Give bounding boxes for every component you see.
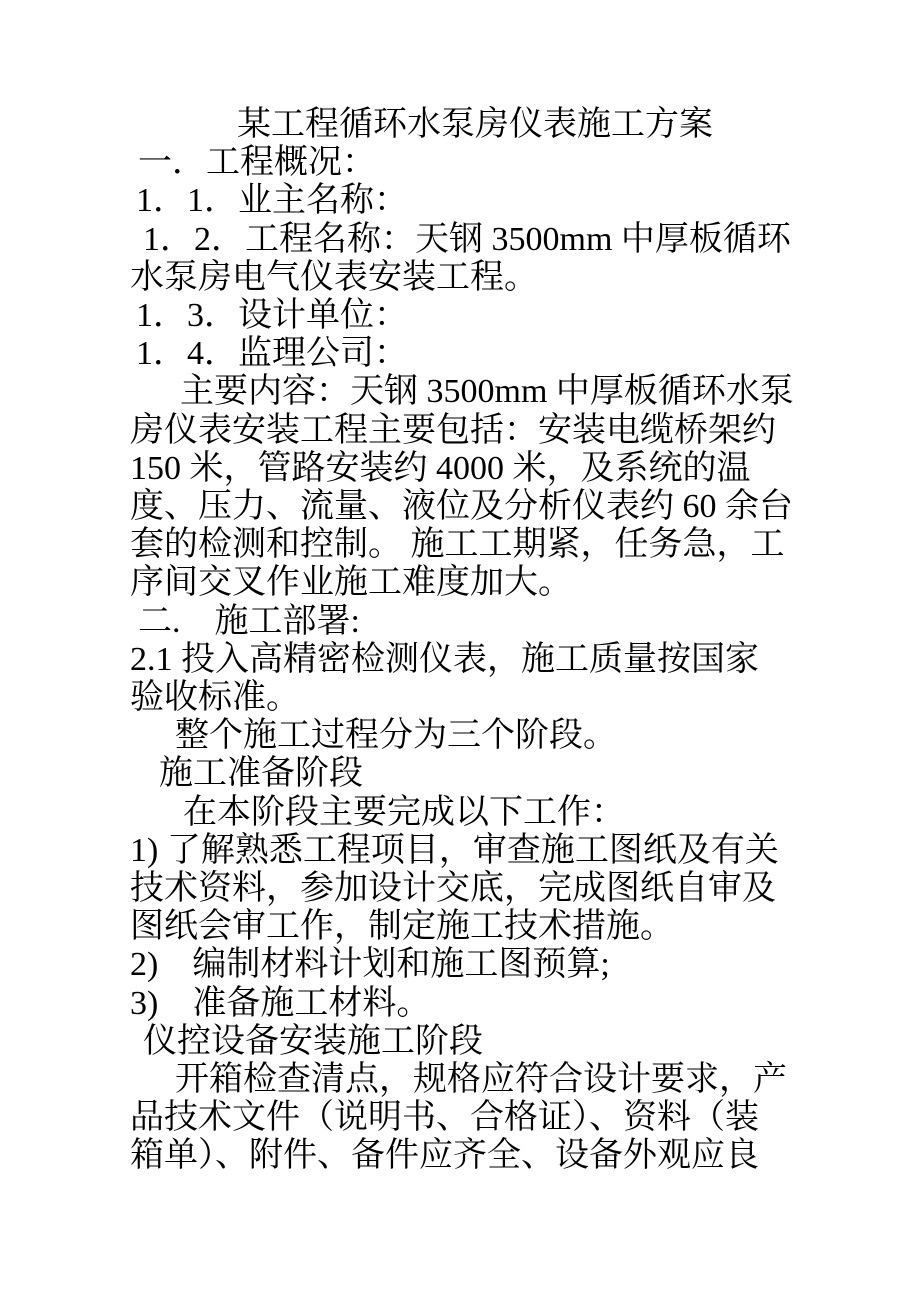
text-line: 开箱检查清点，规格应符合设计要求，产 bbox=[175, 1061, 787, 1099]
text-line: 二. 施工部署: bbox=[138, 602, 360, 640]
text-line: 技术资料，参加设计交底，完成图纸自审及 bbox=[130, 870, 776, 908]
text-line: 整个施工过程分为三个阶段。 bbox=[175, 717, 617, 755]
text-line: 2.1 投入高精密检测仪表，施工质量按国家 bbox=[130, 640, 759, 678]
text-line: 验收标准。 bbox=[130, 679, 300, 717]
text-line: 施工准备阶段 bbox=[159, 755, 363, 793]
text-line: 3) 准备施工材料。 bbox=[130, 984, 431, 1022]
text-line: 主要内容：天钢 3500mm 中厚板循环水泵 bbox=[180, 373, 794, 411]
text-line: 150 米，管路安装约 4000 米，及系统的温 bbox=[130, 449, 751, 487]
text-line: 1．2．工程名称：天钢 3500mm 中厚板循环 bbox=[143, 220, 791, 258]
text-line: 箱单）、附件、备件应齐全、设备外观应良 bbox=[130, 1137, 759, 1175]
document-title: 某工程循环水泵房仪表施工方案 bbox=[237, 106, 713, 143]
document-body bbox=[130, 106, 820, 1176]
text-line: 一．工程概况： bbox=[138, 144, 376, 182]
text-line: 1．3．设计单位： bbox=[136, 297, 408, 335]
text-line: 序间交叉作业施工难度加大。 bbox=[130, 564, 572, 602]
text-line: 2) 编制材料计划和施工图预算; bbox=[130, 946, 610, 984]
text-line: 套的检测和控制。 施工工期紧，任务急，工 bbox=[130, 526, 785, 564]
text-line: 1．1．业主名称： bbox=[136, 182, 408, 220]
text-line: 仪控设备安装施工阶段 bbox=[143, 1022, 483, 1060]
text-line: 品技术文件（说明书、合格证）、资料（装 bbox=[130, 1099, 759, 1137]
text-line: 1) 了解熟悉工程项目，审查施工图纸及有关 bbox=[130, 831, 779, 869]
text-line: 图纸会审工作，制定施工技术措施。 bbox=[130, 908, 674, 946]
text-line: 1．4．监理公司： bbox=[136, 335, 408, 373]
text-line: 水泵房电气仪表安装工程。 bbox=[130, 258, 538, 296]
text-line: 在本阶段主要完成以下工作： bbox=[183, 793, 625, 831]
document-lines bbox=[130, 144, 820, 1175]
text-line: 度、压力、流量、液位及分析仪表约 60 余台 bbox=[130, 488, 793, 526]
text-line: 房仪表安装工程主要包括：安装电缆桥架约 bbox=[130, 411, 776, 449]
